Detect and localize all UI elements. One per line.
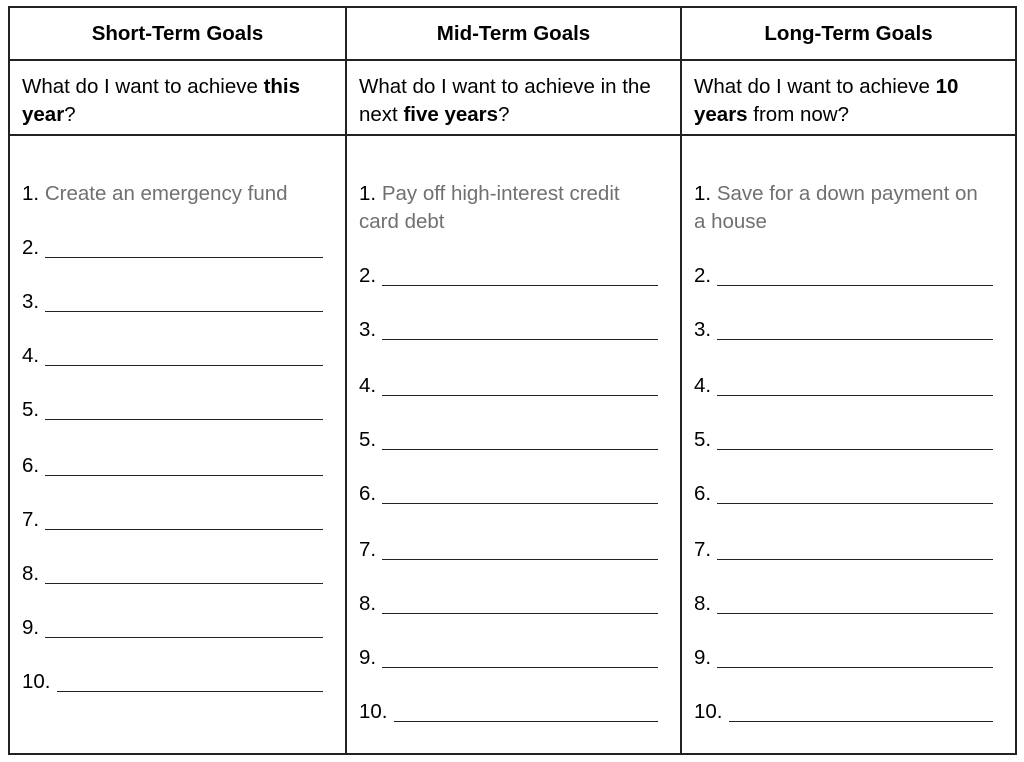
goal-number: 9. [359, 646, 377, 669]
goal-line[interactable] [22, 614, 323, 642]
prompt-text-end: from now? [747, 103, 849, 126]
goal-number: 6. [359, 482, 377, 505]
goal-line[interactable] [694, 536, 993, 564]
goal-line[interactable] [359, 316, 658, 344]
goal-number: 10. [22, 670, 51, 693]
column-prompt [347, 61, 680, 136]
goal-blank[interactable] [45, 615, 323, 638]
goal-number: 1. [694, 182, 712, 205]
short-term-column [10, 8, 345, 753]
prompt-text-end: ? [498, 103, 510, 126]
goal-blank[interactable] [45, 507, 323, 530]
column-header: Short-Term Goals [10, 8, 345, 61]
goal-number: 2. [359, 264, 377, 287]
goal-number: 1. [359, 182, 377, 205]
goal-line[interactable] [359, 262, 658, 290]
goal-line[interactable] [22, 342, 323, 370]
column-header: Long-Term Goals [682, 8, 1015, 61]
goal-blank[interactable] [394, 699, 659, 722]
goal-blank[interactable] [382, 317, 658, 340]
goal-example-text: Create an emergency fund [44, 182, 288, 205]
goal-line[interactable] [22, 452, 323, 480]
goal-number: 5. [694, 428, 712, 451]
goal-number: 2. [694, 264, 712, 287]
goal-number: 10. [359, 700, 388, 723]
goal-blank[interactable] [717, 537, 993, 560]
goal-number: 7. [359, 538, 377, 561]
goal-number: 7. [22, 508, 40, 531]
goal-blank[interactable] [717, 263, 993, 286]
goal-blank[interactable] [45, 561, 323, 584]
goal-line[interactable] [694, 262, 993, 290]
long-term-column [680, 8, 1015, 753]
prompt-text-end: ? [64, 103, 76, 126]
goal-line[interactable] [359, 590, 658, 618]
goal-line[interactable] [22, 288, 323, 316]
goal-number: 4. [694, 374, 712, 397]
goal-line[interactable] [22, 668, 323, 696]
goal-blank[interactable] [45, 453, 323, 476]
goals-worksheet [8, 6, 1017, 755]
prompt-emphasis: 10 years [694, 75, 959, 126]
prompt-emphasis: this year [22, 75, 301, 126]
goal-line[interactable] [694, 372, 993, 400]
goal-blank[interactable] [717, 645, 993, 668]
goal-number: 8. [694, 592, 712, 615]
goal-number: 9. [694, 646, 712, 669]
goal-number: 2. [22, 236, 40, 259]
goal-blank[interactable] [45, 235, 323, 258]
goal-example [22, 180, 323, 208]
goal-blank[interactable] [717, 481, 993, 504]
goal-blank[interactable] [382, 591, 658, 614]
goal-blank[interactable] [45, 343, 323, 366]
goal-line[interactable] [694, 644, 993, 672]
goal-number: 5. [22, 398, 40, 421]
column-header: Mid-Term Goals [347, 8, 680, 61]
goal-number: 8. [22, 562, 40, 585]
goal-blank[interactable] [382, 481, 658, 504]
prompt-text: What do I want to achieve in the next [359, 75, 651, 126]
goal-blank[interactable] [717, 591, 993, 614]
goal-blank[interactable] [57, 669, 324, 692]
goal-line[interactable] [359, 644, 658, 672]
goal-line[interactable] [359, 426, 658, 454]
goal-number: 6. [694, 482, 712, 505]
column-prompt [10, 61, 345, 136]
goal-number: 4. [22, 344, 40, 367]
goal-number: 3. [22, 290, 40, 313]
goal-line[interactable] [359, 372, 658, 400]
prompt-text: What do I want to achieve [22, 75, 264, 98]
goal-number: 3. [694, 318, 712, 341]
goal-number: 5. [359, 428, 377, 451]
goal-line[interactable] [22, 234, 323, 262]
goal-line[interactable] [359, 698, 658, 726]
goal-example-text: Save for a down payment on a house [694, 182, 978, 233]
goal-blank[interactable] [45, 289, 323, 312]
goal-number: 3. [359, 318, 377, 341]
goal-line[interactable] [694, 426, 993, 454]
goal-number: 6. [22, 454, 40, 477]
goal-number: 7. [694, 538, 712, 561]
goal-number: 8. [359, 592, 377, 615]
goal-blank[interactable] [382, 263, 658, 286]
goal-line[interactable] [22, 506, 323, 534]
goal-blank[interactable] [45, 397, 323, 420]
goal-number: 1. [22, 182, 40, 205]
goal-blank[interactable] [382, 427, 658, 450]
goal-blank[interactable] [382, 537, 658, 560]
goal-blank[interactable] [382, 373, 658, 396]
goal-number: 9. [22, 616, 40, 639]
goal-number: 10. [694, 700, 723, 723]
goal-blank[interactable] [729, 699, 994, 722]
goal-blank[interactable] [717, 317, 993, 340]
goal-line[interactable] [694, 316, 993, 344]
goal-line[interactable] [694, 590, 993, 618]
goal-blank[interactable] [382, 645, 658, 668]
column-prompt [682, 61, 1015, 136]
goal-line[interactable] [694, 480, 993, 508]
prompt-emphasis: five years [403, 103, 499, 126]
prompt-text: What do I want to achieve [694, 75, 936, 98]
goal-number: 4. [359, 374, 377, 397]
goal-blank[interactable] [717, 427, 993, 450]
goal-line[interactable] [359, 480, 658, 508]
goal-line[interactable] [22, 396, 323, 424]
goal-line[interactable] [22, 560, 323, 588]
goal-line[interactable] [359, 536, 658, 564]
mid-term-column [345, 8, 680, 753]
goal-blank[interactable] [717, 373, 993, 396]
goal-example [359, 180, 658, 236]
goal-example-text: Pay off high-interest credit card debt [359, 182, 620, 233]
goal-example [694, 180, 993, 236]
goal-line[interactable] [694, 698, 993, 726]
